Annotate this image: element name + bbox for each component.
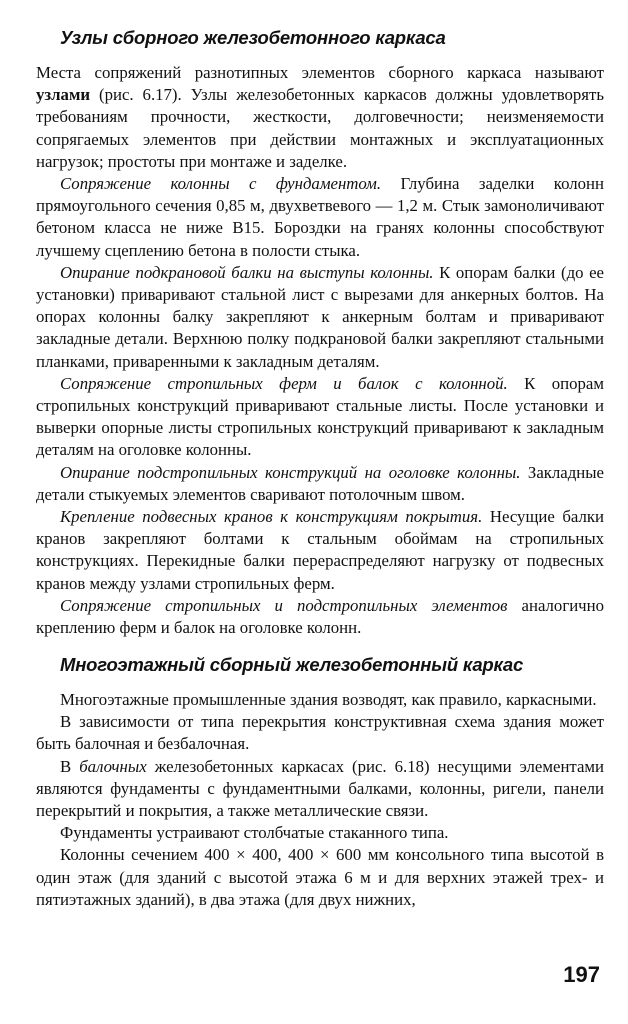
paragraph <box>36 822 604 844</box>
paragraph-lead: Опирание подкрановой балки на выступы колонны. <box>60 262 434 282</box>
section-heading: Многоэтажный сборный железобетонный каркас <box>60 654 524 675</box>
text: железобетонных каркасах (рис. 6.18) несущими элементами являются фундаменты с фундаментными балками, колонны, ригели, панели перекрытий и покрытия, а также металлические связи. <box>36 756 605 821</box>
paragraph <box>36 711 604 755</box>
section-heading: Узлы сборного железобетонного каркаса <box>60 27 446 48</box>
term-italic: балочных <box>79 756 147 776</box>
text: Многоэтажные промышленные здания возводят, как правило, каркасными. <box>60 690 597 709</box>
paragraph-lead: Сопряжение стропильных и подстропильных элементов <box>60 595 508 615</box>
page-number: 197 <box>563 962 600 987</box>
paragraph-suspended-cranes <box>36 506 604 595</box>
text: Колонны сечением 400 × 400, 400 × 600 мм консольного типа высотой в один этаж (для зданий с высотой этажа 6 м и для верхних этажей трех- и пятиэтажных зданий), в два этажа (для двух нижних, <box>36 845 604 909</box>
paragraph <box>36 689 604 711</box>
paragraph-lead: Крепление подвесных кранов к конструкциям покрытия. <box>60 507 483 527</box>
text: аналогично креплению ферм и балок на оголовке колонн. <box>36 595 604 638</box>
text: (рис. 6.17). Узлы железобетонных каркасов должны удовлетворять требованиям прочности, жесткости, долговечности; неизменяемости сопрягаемых элементов при действии монтажных и эксплуатационных нагрузок; простоты при монтаже и заделке. <box>36 85 604 171</box>
paragraph-column-foundation <box>36 173 604 262</box>
text: В <box>60 756 80 776</box>
paragraph-lead: Опирание подстропильных конструкций на оголовке колонны. <box>60 462 521 482</box>
term-bold: узлами <box>36 85 91 105</box>
text: К опорам балки (до ее установки) приваривают стальной лист с вырезами для анкерных болтов. На опорах колонны балку закрепляют к анкерным болтам и приваривают закладные детали. Верхнюю полку подкрановой балки закрепляют стальными планками, приваренными к закладным деталям. <box>36 262 604 371</box>
paragraph-lead: Сопряжение колонны с фундаментом. <box>60 174 382 194</box>
text: Закладные детали стыкуемых элементов сваривают потолочным швом. <box>36 462 604 504</box>
text: Глубина заделки колонн прямоугольного сечения 0,85 м, двухветвевого — 1,2 м. Стык замоноличивают бетоном класса не ниже В15. Бороздки на гранях колонны способствуют лучшему сцеплению бетона в полости стыка. <box>36 174 604 260</box>
section-multistorey-body <box>36 689 604 911</box>
paragraph <box>36 756 604 823</box>
paragraph-crane-beam <box>36 262 604 373</box>
section-nodes-body <box>36 62 604 639</box>
text: Места сопряжений разнотипных элементов сборного каркаса называют <box>36 63 604 82</box>
text: В зависимости от типа перекрытия конструктивная схема здания может быть балочная и безбалочная. <box>36 712 604 754</box>
paragraph-truss-elements <box>36 595 604 639</box>
paragraph-lead: Сопряжение стропильных ферм и балок с колонной. <box>60 373 508 393</box>
paragraph-nodes-intro <box>36 62 604 173</box>
text: К опорам стропильных конструкций приваривают стальные листы. После установки и выверки опорные листы стропильных конструкций приваривают к закладным деталям на оголовке колонны. <box>36 373 604 460</box>
text: Несущие балки кранов закрепляют болтами к стальным обоймам на стропильных конструкциях. Перекидные балки перераспределяют нагрузку от подвесных кранов между узлами стропильных ферм. <box>36 507 604 593</box>
paragraph <box>36 844 604 911</box>
paragraph-truss-column <box>36 373 604 462</box>
text: Фундаменты устраивают столбчатые стаканного типа. <box>60 823 449 843</box>
paragraph-subtruss <box>36 462 604 506</box>
